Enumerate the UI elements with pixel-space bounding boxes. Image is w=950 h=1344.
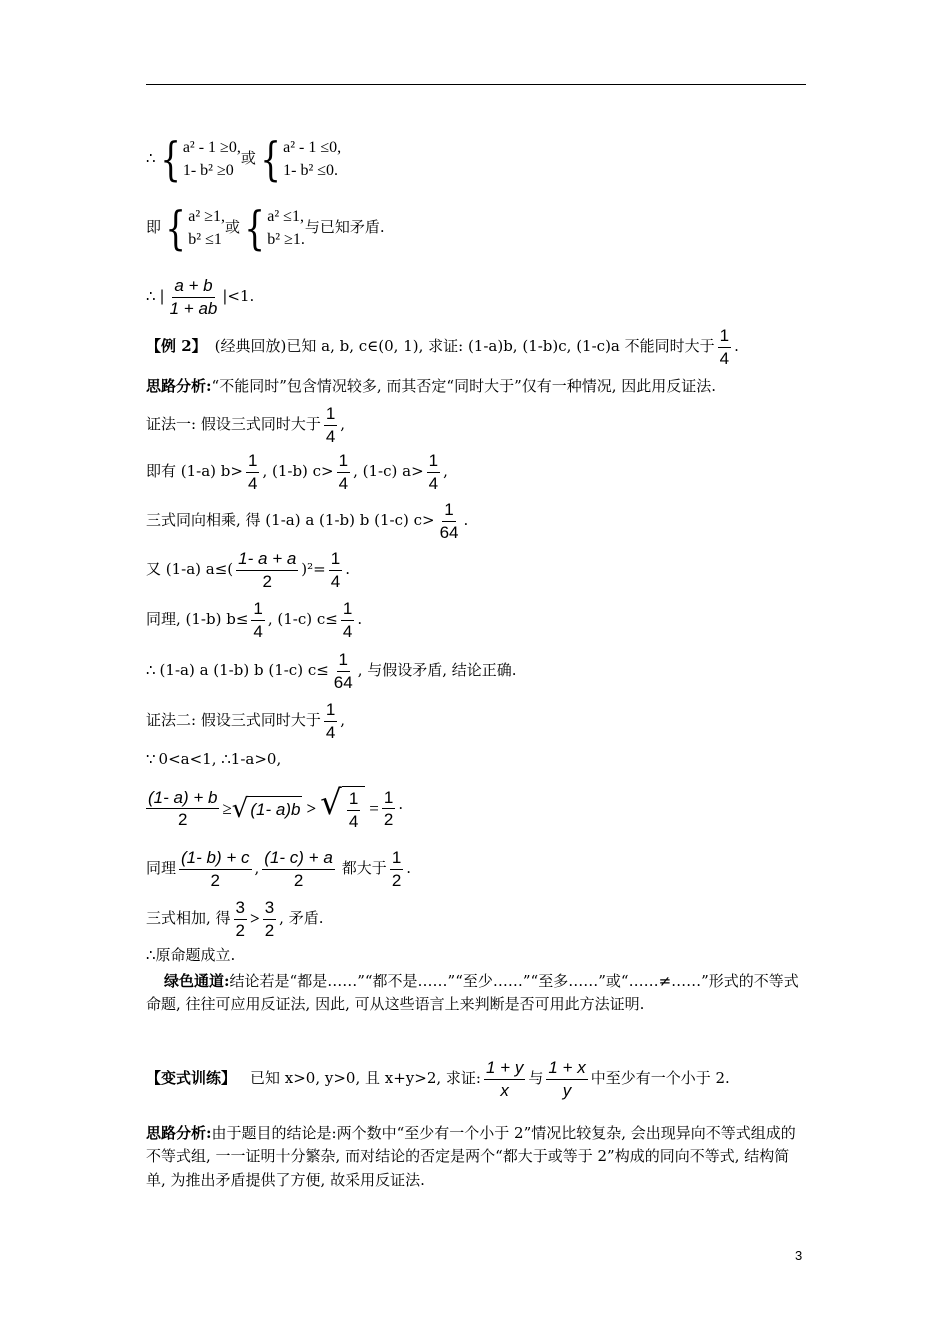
numerator: 1 — [329, 549, 342, 571]
fraction — [332, 650, 355, 692]
end-punct: , — [340, 711, 346, 730]
analysis-label: 思路分析: — [146, 1124, 212, 1142]
left-brace-icon: { — [244, 201, 265, 256]
denominator: 2 — [383, 810, 394, 830]
system-row: a² ≥1, — [188, 208, 225, 225]
left-brace-icon: { — [260, 132, 281, 187]
numerator: 1 — [442, 500, 455, 522]
fraction — [427, 451, 440, 493]
fraction — [234, 898, 247, 940]
abs-bar: | — [159, 287, 165, 306]
fraction — [263, 898, 276, 940]
denominator: x — [500, 1080, 509, 1100]
proof-text: 原命题成立. — [155, 946, 236, 964]
green-text: 结论若是“都是……”“都不是……”“至少……”“至多……”或“……≠……”形式的不等式命题, 往往可应用反证法, 因此, 可从这些语言上来判断是否可用此方法证明. — [146, 972, 799, 1014]
fraction — [324, 700, 337, 742]
proof-text: 证法二: 假设三式同时大于 — [146, 711, 321, 730]
end-punct: · — [398, 798, 404, 817]
denominator: 4 — [348, 811, 359, 831]
inequality-system — [161, 201, 225, 256]
numerator: (1- c) + a — [262, 848, 335, 870]
numerator: 1 — [324, 404, 337, 426]
comma: , — [254, 859, 260, 878]
proof-text: 都大于 — [341, 859, 387, 878]
or-text: 或 — [240, 149, 256, 168]
denominator: 1 + ab — [169, 298, 218, 318]
numerator: 3 — [234, 898, 247, 920]
denominator: 4 — [338, 473, 349, 493]
fraction — [236, 549, 298, 591]
system-row: 1- b² ≥0 — [182, 162, 234, 180]
denominator: 4 — [325, 426, 336, 446]
variant-label: 【变式训练】 — [146, 1069, 237, 1088]
end-punct: . — [345, 560, 350, 579]
numerator: (1- a) + b — [146, 788, 219, 810]
system-row: a² - 1 ≥0, — [182, 139, 241, 156]
inequality-system — [240, 201, 305, 256]
fraction — [718, 326, 731, 368]
numerator: 3 — [263, 898, 276, 920]
proof-1-line-2 — [146, 451, 448, 493]
gt-symbol: > — [306, 798, 317, 818]
denominator: 64 — [333, 672, 353, 692]
proof-text: , 矛盾. — [279, 909, 324, 928]
fraction — [329, 549, 342, 591]
end-punct: . — [734, 337, 739, 356]
variant-text: 已知 x>0, y>0, 且 x+y>2, 求证: — [250, 1069, 481, 1088]
analysis-text: “不能同时”包含情况较多, 而其否定“同时大于”仅有一种情况, 因此用反证法. — [211, 377, 717, 395]
analysis-2-paragraph — [146, 1122, 806, 1192]
therefore-symbol: ∴ — [146, 149, 156, 168]
proof-2-conclusion — [146, 946, 235, 966]
example-label: 【例 2】 — [146, 337, 207, 356]
proof-text: , (1-b) c> — [262, 462, 334, 481]
square-root — [320, 783, 365, 831]
fraction — [179, 848, 252, 890]
system-row: a² ≤1, — [267, 208, 304, 225]
green-label: 绿色通道: — [164, 972, 230, 990]
denominator: 64 — [439, 522, 459, 542]
denominator: 4 — [342, 621, 353, 641]
inequality-system — [256, 132, 342, 187]
line-systems-2 — [146, 201, 385, 256]
page-number: 3 — [795, 1248, 803, 1263]
end-punct: . — [463, 511, 469, 530]
fraction — [546, 1058, 587, 1100]
proof-2-sum — [146, 898, 323, 940]
fraction — [484, 1058, 525, 1100]
proof-1-intro — [146, 404, 345, 446]
left-brace-icon: { — [159, 132, 181, 187]
end-punct: , — [340, 415, 346, 434]
fraction — [438, 500, 461, 542]
numerator: 1 — [347, 789, 360, 811]
numerator: 1 — [390, 848, 403, 870]
proof-2-intro — [146, 700, 345, 742]
proof-text: 三式相加, 得 — [146, 909, 231, 928]
header-rule — [146, 84, 806, 85]
proof-text: )²= — [301, 560, 326, 579]
denominator: 4 — [330, 571, 341, 591]
denominator: 2 — [177, 810, 188, 830]
numerator: 1 — [251, 599, 264, 621]
analysis-1-line — [146, 377, 716, 397]
denominator: 4 — [247, 473, 258, 493]
end-punct: , — [443, 462, 448, 481]
variant-line — [146, 1058, 730, 1100]
prefix-text: 即 — [146, 218, 162, 237]
radical-icon: √ — [320, 783, 342, 823]
proof-text: , 与假设矛盾, 结论正确. — [357, 661, 517, 680]
proof-1-line-5 — [146, 599, 362, 641]
proof-2-condition — [146, 750, 281, 770]
therefore-symbol: ∴ — [146, 287, 156, 306]
system-row: 1- b² ≤0. — [283, 162, 339, 180]
radical-icon: √ — [231, 793, 249, 824]
example-text: (经典回放)已知 a, b, c∈(0, 1), 求证: (1-a)b, (1-b)c, (1-c)a 不能同时大于 — [214, 337, 715, 356]
numerator: 1 — [718, 326, 731, 348]
fraction — [390, 848, 403, 890]
proof-text: , (1-c) c≤ — [267, 610, 338, 629]
denominator: 2 — [210, 870, 220, 890]
proof-text: 证法一: 假设三式同时大于 — [146, 415, 321, 434]
denominator: 4 — [325, 722, 336, 742]
numerator: 1 — [382, 788, 395, 810]
numerator: 1 — [246, 451, 259, 473]
numerator: 1 — [427, 451, 440, 473]
system-row: b² ≥1. — [267, 231, 305, 249]
numerator: 1 — [337, 650, 350, 672]
denominator: 2 — [264, 920, 275, 940]
proof-text: 即有 (1-a) b> — [146, 462, 243, 481]
proof-1-line-3 — [146, 500, 468, 542]
proof-1-line-6 — [146, 650, 517, 692]
because-symbol: ∵ — [146, 750, 156, 768]
fraction — [347, 789, 360, 831]
proof-text: 同理, (1-b) b≤ — [146, 610, 249, 629]
variant-text: 中至少有一个小于 2. — [590, 1069, 730, 1088]
system-row: a² - 1 ≤0, — [283, 139, 342, 156]
numerator: 1 — [337, 451, 350, 473]
denominator: 2 — [262, 571, 272, 591]
square-root — [231, 793, 303, 824]
abs-tail: |<1. — [222, 287, 255, 306]
denominator: 2 — [293, 870, 304, 890]
green-channel-paragraph — [146, 970, 806, 1017]
proof-2-inequality — [146, 783, 404, 831]
therefore-symbol: ∴ — [146, 946, 156, 964]
denominator: 4 — [253, 621, 263, 641]
fraction — [382, 788, 395, 830]
geq-symbol: ≥ — [222, 798, 232, 818]
fraction — [246, 451, 259, 493]
numerator: (1- b) + c — [179, 848, 252, 870]
fraction — [262, 848, 335, 890]
numerator: 1 — [341, 599, 354, 621]
numerator: a + b — [172, 276, 214, 298]
proof-1-line-4 — [146, 549, 350, 591]
fraction — [324, 404, 337, 446]
line-abs-fraction — [146, 276, 254, 318]
left-brace-icon: { — [165, 201, 186, 256]
therefore-symbol: ∴ — [146, 661, 156, 680]
radicand: (1- a)b — [248, 796, 302, 822]
proof-text: 又 (1-a) a≤( — [146, 560, 234, 579]
numerator: 1 + x — [546, 1058, 587, 1080]
inequality-system — [156, 132, 241, 187]
denominator: 4 — [428, 473, 439, 493]
line-systems-1 — [146, 132, 342, 187]
numerator: 1- a + a — [236, 549, 298, 571]
fraction — [146, 788, 219, 830]
denominator: 2 — [391, 870, 402, 890]
denominator: 4 — [719, 348, 730, 368]
proof-2-same — [146, 848, 411, 890]
example-2-line — [146, 326, 739, 368]
analysis-label: 思路分析: — [146, 377, 212, 395]
numerator: 1 + y — [484, 1058, 525, 1080]
numerator: 1 — [324, 700, 337, 722]
fraction — [251, 599, 264, 641]
proof-text: , (1-c) a> — [353, 462, 424, 481]
fraction — [341, 599, 354, 641]
eq-symbol: = — [369, 798, 379, 818]
proof-text: (1-a) a (1-b) b (1-c) c≤ — [159, 661, 329, 680]
end-punct: . — [406, 859, 412, 878]
denominator: 2 — [235, 920, 246, 940]
end-punct: . — [357, 610, 363, 629]
system-row: b² ≤1 — [188, 231, 222, 249]
proof-text: 0<a<1, ∴1-a>0, — [158, 750, 282, 768]
variant-text: 与 — [528, 1069, 544, 1088]
analysis-text: 由于题目的结论是:两个数中“至少有一个小于 2”情况比较复杂, 会出现异向不等式组成的不等式组, 一一证明十分繁杂, 而对结论的否定是两个“都大于或等于 2”构成的同向不等式, 结构简单, 为推出矛盾提供了方便, 故采用反证法. — [146, 1124, 796, 1189]
gt-symbol: > — [250, 909, 260, 928]
suffix-text: 与已知矛盾. — [304, 218, 385, 237]
or-text: 或 — [224, 218, 240, 237]
proof-text: 三式同向相乘, 得 (1-a) a (1-b) b (1-c) c> — [146, 511, 435, 530]
proof-text: 同理 — [146, 859, 177, 878]
radicand — [342, 786, 365, 831]
fraction — [337, 451, 350, 493]
fraction — [168, 276, 220, 318]
denominator: y — [562, 1080, 572, 1100]
